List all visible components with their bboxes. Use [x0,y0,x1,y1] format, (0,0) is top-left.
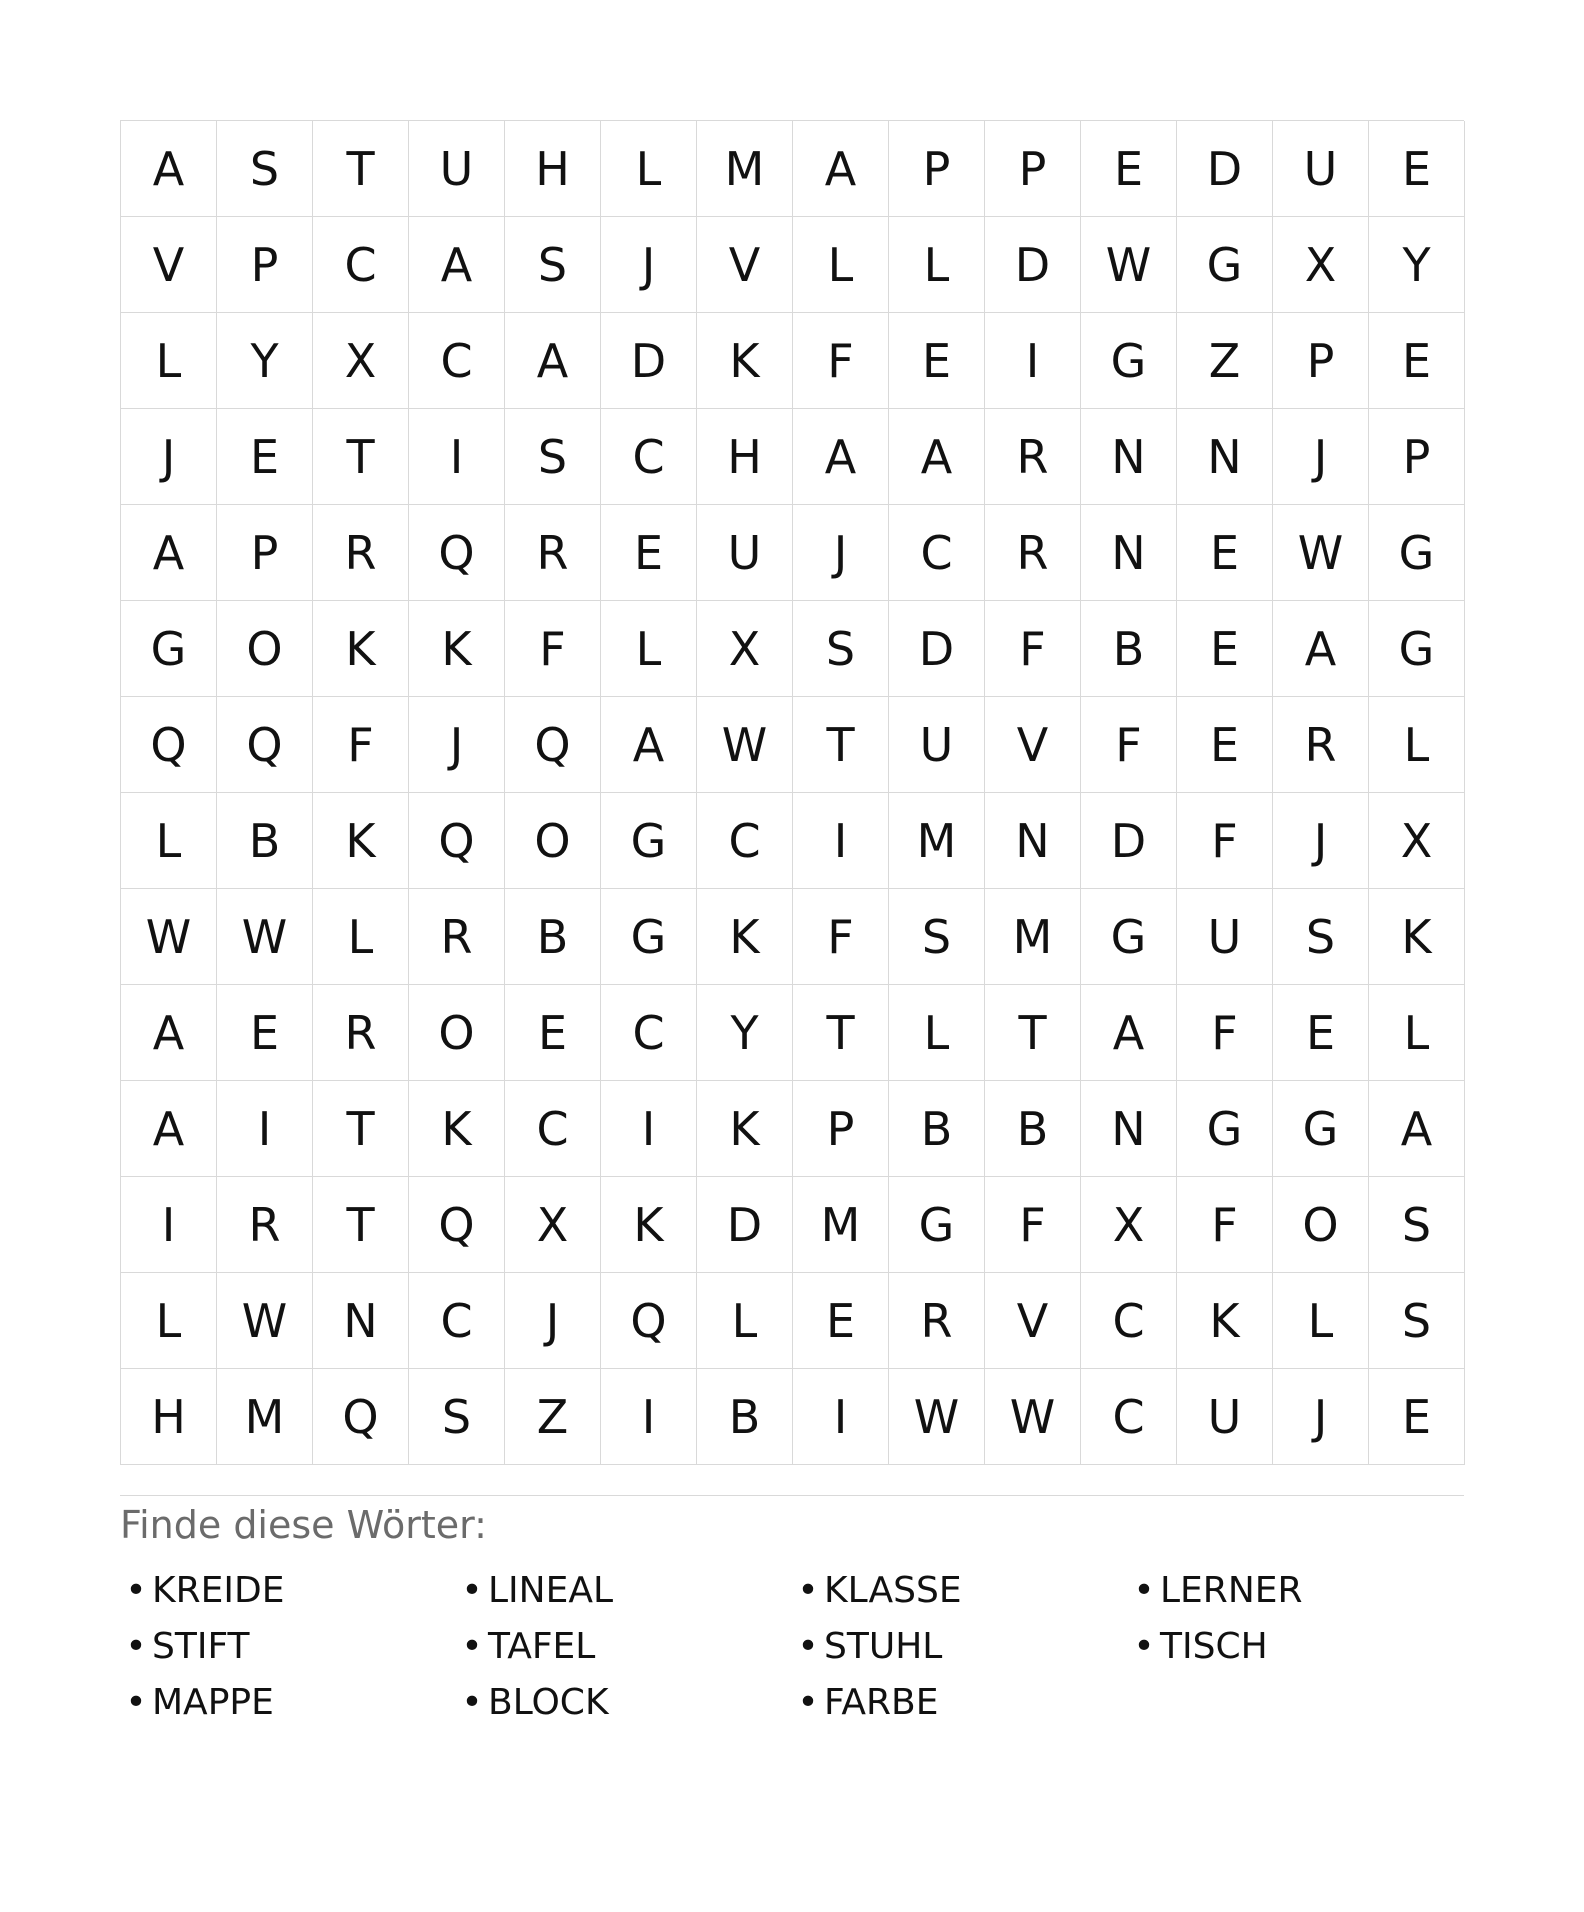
grid-cell[interactable]: F [1081,697,1177,793]
grid-cell[interactable]: E [1081,121,1177,217]
word-label: KLASSE [824,1569,962,1611]
grid-cell[interactable]: S [1369,1273,1465,1369]
grid-cell[interactable]: I [121,1177,217,1273]
grid-cell[interactable]: N [1081,505,1177,601]
grid-cell[interactable]: X [1273,217,1369,313]
grid-cell[interactable]: C [889,505,985,601]
grid-cell[interactable]: B [505,889,601,985]
word-label: TISCH [1160,1625,1268,1667]
grid-cell[interactable]: Z [505,1369,601,1465]
grid-cell[interactable]: J [121,409,217,505]
grid-cell[interactable]: X [1081,1177,1177,1273]
word-list-item [792,1674,1128,1730]
grid-cell[interactable]: J [601,217,697,313]
grid-cell[interactable]: V [985,1273,1081,1369]
grid-cell[interactable]: F [793,313,889,409]
grid-cell[interactable]: L [601,121,697,217]
grid-cell[interactable]: C [1081,1369,1177,1465]
grid-cell[interactable]: N [313,1273,409,1369]
word-label: BLOCK [488,1681,609,1723]
word-list-item [1128,1562,1464,1618]
grid-cell[interactable]: A [121,985,217,1081]
grid-cell[interactable]: B [985,1081,1081,1177]
bullet-icon: • [797,1681,819,1723]
word-list-item [456,1674,792,1730]
grid-cell[interactable]: E [1177,697,1273,793]
grid-cell[interactable]: U [1273,121,1369,217]
word-list-item [120,1674,456,1730]
grid-cell[interactable]: U [1177,889,1273,985]
grid-cell[interactable]: E [1177,601,1273,697]
divider [120,1495,1464,1496]
grid-cell[interactable]: Y [217,313,313,409]
grid-cell[interactable]: V [985,697,1081,793]
grid-cell[interactable]: A [1081,985,1177,1081]
grid-cell[interactable]: B [889,1081,985,1177]
grid-cell[interactable]: L [793,217,889,313]
grid-cell[interactable]: T [313,1177,409,1273]
grid-cell[interactable]: T [985,985,1081,1081]
grid-cell[interactable]: F [1177,985,1273,1081]
grid-cell[interactable]: J [1273,409,1369,505]
grid-cell[interactable]: B [217,793,313,889]
grid-cell[interactable]: L [601,601,697,697]
grid-cell[interactable]: J [505,1273,601,1369]
grid-cell[interactable]: R [1273,697,1369,793]
grid-cell[interactable]: N [1081,1081,1177,1177]
grid-cell[interactable]: J [793,505,889,601]
grid-cell[interactable]: T [313,1081,409,1177]
grid-cell[interactable]: R [217,1177,313,1273]
grid-cell[interactable]: P [985,121,1081,217]
grid-cell[interactable]: Z [1177,313,1273,409]
grid-cell[interactable]: D [1081,793,1177,889]
grid-cell[interactable]: M [217,1369,313,1465]
grid-cell[interactable]: I [793,1369,889,1465]
word-label: LERNER [1160,1569,1303,1611]
grid-cell[interactable]: K [697,889,793,985]
grid-cell[interactable]: M [985,889,1081,985]
bullet-icon: • [125,1569,147,1611]
grid-cell[interactable]: S [505,217,601,313]
grid-cell[interactable]: J [1273,793,1369,889]
grid-cell[interactable]: G [121,601,217,697]
grid-cell[interactable]: D [985,217,1081,313]
grid-cell[interactable]: B [697,1369,793,1465]
grid-cell[interactable]: O [505,793,601,889]
grid-cell[interactable]: A [1273,601,1369,697]
grid-cell[interactable]: K [313,601,409,697]
grid-cell[interactable]: K [313,793,409,889]
grid-cell[interactable]: E [505,985,601,1081]
grid-cell[interactable]: F [985,1177,1081,1273]
word-list-item [792,1618,1128,1674]
grid-cell[interactable]: E [601,505,697,601]
grid-cell[interactable]: P [793,1081,889,1177]
grid-cell[interactable]: A [121,505,217,601]
grid-cell[interactable]: E [1177,505,1273,601]
grid-cell[interactable]: X [697,601,793,697]
grid-cell[interactable]: R [313,505,409,601]
grid-cell[interactable]: Q [409,1177,505,1273]
grid-cell[interactable]: P [217,505,313,601]
grid-cell[interactable]: E [889,313,985,409]
grid-cell[interactable]: S [1273,889,1369,985]
grid-cell[interactable]: Q [601,1273,697,1369]
grid-cell[interactable]: D [601,313,697,409]
grid-cell[interactable]: A [1369,1081,1465,1177]
grid-cell[interactable]: C [505,1081,601,1177]
grid-cell[interactable]: U [697,505,793,601]
grid-cell[interactable]: O [217,601,313,697]
grid-cell[interactable]: S [793,601,889,697]
grid-cell[interactable]: R [313,985,409,1081]
grid-cell[interactable]: U [409,121,505,217]
grid-cell[interactable]: E [793,1273,889,1369]
word-label: TAFEL [488,1625,596,1667]
grid-cell[interactable]: A [505,313,601,409]
grid-cell[interactable]: V [697,217,793,313]
grid-cell[interactable]: F [313,697,409,793]
grid-cell[interactable]: G [1177,217,1273,313]
grid-cell[interactable]: T [313,409,409,505]
grid-cell[interactable]: K [409,601,505,697]
grid-cell[interactable]: T [793,985,889,1081]
grid-cell[interactable]: M [793,1177,889,1273]
word-list [120,1562,1464,1730]
grid-cell[interactable]: C [409,1273,505,1369]
grid-cell[interactable]: C [409,313,505,409]
grid-cell[interactable]: E [217,985,313,1081]
grid-cell[interactable]: P [1369,409,1465,505]
grid-cell[interactable]: C [697,793,793,889]
grid-cell[interactable]: Q [505,697,601,793]
grid-cell[interactable]: M [889,793,985,889]
word-list-item [456,1562,792,1618]
grid-cell[interactable]: X [313,313,409,409]
bullet-icon: • [1133,1625,1155,1667]
grid-cell[interactable]: M [697,121,793,217]
grid-cell[interactable]: A [601,697,697,793]
grid-cell[interactable]: I [793,793,889,889]
grid-cell[interactable]: A [121,1081,217,1177]
grid-cell[interactable]: I [601,1081,697,1177]
grid-cell[interactable]: G [1081,313,1177,409]
grid-cell[interactable]: C [601,985,697,1081]
grid-cell[interactable]: I [985,313,1081,409]
word-label: STUHL [824,1625,943,1667]
grid-cell[interactable]: E [1369,121,1465,217]
grid-cell[interactable]: K [409,1081,505,1177]
grid-cell[interactable]: P [889,121,985,217]
grid-cell[interactable]: D [697,1177,793,1273]
grid-cell[interactable]: A [793,409,889,505]
grid-cell[interactable]: K [1369,889,1465,985]
word-list-item [456,1618,792,1674]
grid-cell[interactable]: O [409,985,505,1081]
grid-cell[interactable]: C [601,409,697,505]
word-list-item [792,1562,1128,1618]
letter-grid [120,120,1464,1465]
grid-cell[interactable]: A [793,121,889,217]
word-label: STIFT [152,1625,250,1667]
grid-cell[interactable]: V [121,217,217,313]
grid-cell[interactable]: L [121,793,217,889]
grid-cell[interactable]: D [889,601,985,697]
grid-cell[interactable]: Q [313,1369,409,1465]
grid-cell[interactable]: K [1177,1273,1273,1369]
grid-cell[interactable]: G [601,793,697,889]
grid-cell[interactable]: G [601,889,697,985]
grid-cell[interactable]: A [121,121,217,217]
grid-cell[interactable]: P [1273,313,1369,409]
grid-cell[interactable]: R [985,505,1081,601]
bullet-icon: • [797,1625,819,1667]
grid-cell[interactable]: N [985,793,1081,889]
word-label: MAPPE [152,1681,274,1723]
grid-cell[interactable]: G [1177,1081,1273,1177]
grid-cell[interactable]: F [1177,1177,1273,1273]
grid-cell[interactable]: L [1369,697,1465,793]
grid-cell[interactable]: C [313,217,409,313]
grid-cell[interactable]: S [889,889,985,985]
grid-cell[interactable]: R [505,505,601,601]
word-label: LINEAL [488,1569,614,1611]
grid-cell[interactable]: K [697,1081,793,1177]
grid-cell[interactable]: L [1369,985,1465,1081]
bullet-icon: • [461,1569,483,1611]
grid-cell[interactable]: W [121,889,217,985]
grid-cell[interactable]: Y [697,985,793,1081]
word-label: KREIDE [152,1569,285,1611]
grid-cell[interactable]: X [1369,793,1465,889]
grid-cell[interactable]: K [601,1177,697,1273]
grid-cell[interactable]: P [217,217,313,313]
grid-cell[interactable]: R [409,889,505,985]
grid-cell[interactable]: I [409,409,505,505]
grid-cell[interactable]: W [889,1369,985,1465]
grid-cell[interactable]: L [1273,1273,1369,1369]
grid-cell[interactable]: U [1177,1369,1273,1465]
grid-cell[interactable]: Q [121,697,217,793]
grid-cell[interactable]: W [217,889,313,985]
grid-cell[interactable]: H [697,409,793,505]
grid-cell[interactable]: W [697,697,793,793]
grid-cell[interactable]: H [505,121,601,217]
grid-cell[interactable]: Q [409,505,505,601]
grid-cell[interactable]: L [313,889,409,985]
bullet-icon: • [461,1681,483,1723]
grid-cell[interactable]: G [1369,601,1465,697]
grid-cell[interactable]: C [1081,1273,1177,1369]
grid-cell[interactable]: N [1081,409,1177,505]
bullet-icon: • [1133,1569,1155,1611]
grid-cell[interactable]: A [409,217,505,313]
instruction-label: Finde diese Wörter: [120,1503,487,1547]
grid-cell[interactable]: O [1273,1177,1369,1273]
grid-cell[interactable]: F [1177,793,1273,889]
grid-cell[interactable]: U [889,697,985,793]
grid-cell[interactable]: G [1273,1081,1369,1177]
grid-cell[interactable]: W [1273,505,1369,601]
bullet-icon: • [461,1625,483,1667]
grid-cell[interactable]: F [793,889,889,985]
grid-cell[interactable]: L [121,1273,217,1369]
grid-cell[interactable]: T [793,697,889,793]
grid-cell[interactable]: L [697,1273,793,1369]
grid-cell[interactable]: E [1369,313,1465,409]
bullet-icon: • [125,1681,147,1723]
grid-cell[interactable]: D [1177,121,1273,217]
grid-cell[interactable]: A [889,409,985,505]
grid-cell[interactable]: S [409,1369,505,1465]
grid-cell[interactable]: I [217,1081,313,1177]
grid-cell[interactable]: F [985,601,1081,697]
grid-cell[interactable]: J [1273,1369,1369,1465]
grid-cell[interactable]: W [1081,217,1177,313]
grid-cell[interactable]: R [985,409,1081,505]
grid-cell[interactable]: W [985,1369,1081,1465]
grid-cell[interactable]: N [1177,409,1273,505]
grid-cell[interactable]: Y [1369,217,1465,313]
grid-cell[interactable]: T [313,121,409,217]
grid-cell[interactable]: G [889,1177,985,1273]
grid-cell[interactable]: R [889,1273,985,1369]
grid-cell[interactable]: I [601,1369,697,1465]
grid-cell[interactable]: G [1081,889,1177,985]
grid-cell[interactable]: G [1369,505,1465,601]
grid-cell[interactable]: H [121,1369,217,1465]
word-list-item [120,1618,456,1674]
bullet-icon: • [797,1569,819,1611]
word-search-puzzle [120,120,1464,1730]
grid-cell[interactable]: J [409,697,505,793]
grid-cell[interactable]: S [217,121,313,217]
grid-cell[interactable]: E [1369,1369,1465,1465]
grid-cell[interactable]: L [121,313,217,409]
grid-cell[interactable]: B [1081,601,1177,697]
grid-cell[interactable]: E [1273,985,1369,1081]
bullet-icon: • [125,1625,147,1667]
grid-cell[interactable]: Q [409,793,505,889]
word-label: FARBE [824,1681,939,1723]
grid-cell[interactable]: S [505,409,601,505]
grid-cell[interactable]: L [889,217,985,313]
grid-cell[interactable]: X [505,1177,601,1273]
grid-cell[interactable]: Q [217,697,313,793]
grid-cell[interactable]: W [217,1273,313,1369]
grid-cell[interactable]: L [889,985,985,1081]
word-list-item [120,1562,456,1618]
grid-cell[interactable]: K [697,313,793,409]
grid-cell[interactable]: E [217,409,313,505]
grid-cell[interactable]: F [505,601,601,697]
grid-cell[interactable]: S [1369,1177,1465,1273]
word-list-item [1128,1618,1464,1674]
